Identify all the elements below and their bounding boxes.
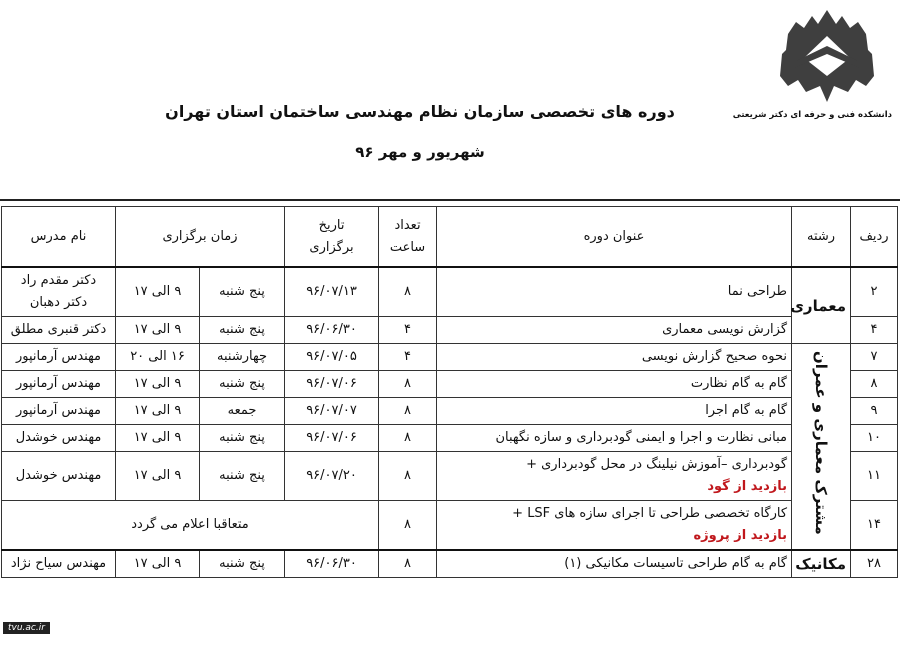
table-row (2, 550, 898, 578)
cell-title: گزارش نویسی معماری (437, 317, 792, 344)
cell-time: ۹ الی ۱۷ (116, 452, 200, 501)
col-tarikh: تاریخ برگزاری (285, 207, 379, 268)
institution-logo (772, 6, 882, 106)
cell-date: ۹۶/۰۷/۰۶ (285, 425, 379, 452)
table-row (2, 398, 898, 425)
cell-radif: ۱۰ (851, 425, 898, 452)
cell-date: ۹۶/۰۷/۲۰ (285, 452, 379, 501)
table-row (2, 344, 898, 371)
cell-radif: ۲۸ (851, 550, 898, 578)
table-header-row (2, 207, 898, 268)
divider (0, 199, 900, 201)
cell-time: ۱۶ الی ۲۰ (116, 344, 200, 371)
cell-time: ۹ الی ۱۷ (116, 317, 200, 344)
cell-day: پنج شنبه (200, 550, 285, 578)
col-tedad: تعداد ساعت (379, 207, 437, 268)
cell-hours: ۸ (379, 452, 437, 501)
table-row (2, 371, 898, 398)
col-reshte: رشته (792, 207, 851, 268)
cell-hours: ۸ (379, 398, 437, 425)
cell-date: ۹۶/۰۶/۳۰ (285, 317, 379, 344)
cell-radif: ۸ (851, 371, 898, 398)
table-row (2, 501, 898, 551)
cell-title: گام به گام نظارت (437, 371, 792, 398)
cell-time: ۹ الی ۱۷ (116, 550, 200, 578)
cell-date: ۹۶/۰۷/۰۵ (285, 344, 379, 371)
cell-title: کارگاه تخصصی طراحی تا اجرای سازه های LSF + بازدید از پروژه (437, 501, 792, 551)
cell-time: ۹ الی ۱۷ (116, 398, 200, 425)
table-row (2, 425, 898, 452)
table-row (2, 452, 898, 501)
field-mechanic: مکانیک (792, 550, 851, 578)
cell-hours: ۸ (379, 550, 437, 578)
cell-title: مبانی نظارت و اجرا و ایمنی گودبرداری و سازه نگهبان (437, 425, 792, 452)
field-memari: معماری (792, 267, 851, 344)
cell-day: جمعه (200, 398, 285, 425)
col-radif: ردیف (851, 207, 898, 268)
cell-day: پنج شنبه (200, 425, 285, 452)
institution-name: دانشکده فنی و حرفه ای دکتر شریعتی (732, 110, 892, 120)
cell-hours: ۴ (379, 317, 437, 344)
cell-time: ۹ الی ۱۷ (116, 425, 200, 452)
watermark: tvu.ac.ir (3, 622, 50, 634)
cell-teacher: مهندس خوشدل (2, 425, 116, 452)
cell-radif: ۱۱ (851, 452, 898, 501)
cell-day: پنج شنبه (200, 267, 285, 317)
cell-title: نحوه صحیح گزارش نویسی (437, 344, 792, 371)
cell-teacher: دکتر مقدم راد دکتر دهبان (2, 267, 116, 317)
field-moshtarak: مشترک معماری و عمران (792, 344, 851, 551)
cell-radif: ۱۴ (851, 501, 898, 551)
cell-radif: ۲ (851, 267, 898, 317)
cell-teacher: دکتر قنبری مطلق (2, 317, 116, 344)
cell-day: چهارشنبه (200, 344, 285, 371)
cell-hours: ۸ (379, 425, 437, 452)
cell-radif: ۹ (851, 398, 898, 425)
cell-title: گام به گام اجرا (437, 398, 792, 425)
table-row (2, 267, 898, 317)
page-title: دوره های تخصصی سازمان نظام مهندسی ساختمان استان تهران (165, 102, 675, 121)
cell-teacher: مهندس سیاح نژاد (2, 550, 116, 578)
cell-hours: ۴ (379, 344, 437, 371)
cell-teacher: مهندس آرمانپور (2, 371, 116, 398)
cell-date: ۹۶/۰۷/۰۷ (285, 398, 379, 425)
cell-day: پنج شنبه (200, 452, 285, 501)
cell-day: پنج شنبه (200, 371, 285, 398)
cell-title: طراحی نما (437, 267, 792, 317)
col-modarres: نام مدرس (2, 207, 116, 268)
courses-table (1, 206, 898, 578)
cell-date: ۹۶/۰۶/۳۰ (285, 550, 379, 578)
cell-time: ۹ الی ۱۷ (116, 267, 200, 317)
cell-date: ۹۶/۰۷/۱۳ (285, 267, 379, 317)
page-subtitle: شهریور و مهر ۹۶ (355, 143, 485, 161)
cell-radif: ۷ (851, 344, 898, 371)
cell-hours: ۸ (379, 267, 437, 317)
table-row (2, 317, 898, 344)
col-zaman: زمان برگزاری (116, 207, 285, 268)
cell-hours: ۸ (379, 501, 437, 551)
cell-teacher: مهندس آرمانپور (2, 398, 116, 425)
col-onvan: عنوان دوره (437, 207, 792, 268)
cell-hours: ۸ (379, 371, 437, 398)
cell-teacher: مهندس خوشدل (2, 452, 116, 501)
cell-radif: ۴ (851, 317, 898, 344)
cell-title: گودبرداری –آموزش نیلینگ در محل گودبرداری + بازدید از گود (437, 452, 792, 501)
cell-title: گام به گام طراحی تاسیسات مکانیکی (۱) (437, 550, 792, 578)
cell-date: ۹۶/۰۷/۰۶ (285, 371, 379, 398)
cell-note: متعاقبا اعلام می گردد (2, 501, 379, 551)
cell-teacher: مهندس آرمانپور (2, 344, 116, 371)
cell-day: پنج شنبه (200, 317, 285, 344)
cell-time: ۹ الی ۱۷ (116, 371, 200, 398)
